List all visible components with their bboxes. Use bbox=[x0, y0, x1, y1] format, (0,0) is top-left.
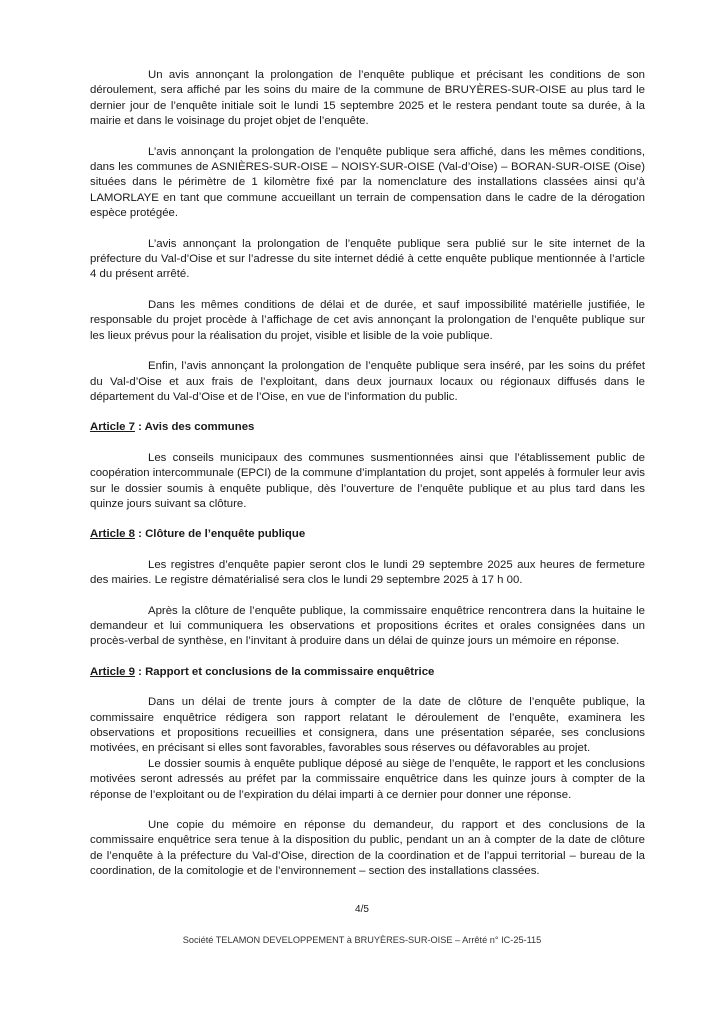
article-7-paragraph: Les conseils municipaux des communes susmentionnées ainsi que l’établissement public de coopération intercommunale (EPCI) de la commune d’implantation du projet, sont appelés à formuler leur avis sur le dossier soumis à enquête publique, dès l’ouverture de l’enquête publique et au plus tard dans les quinze jours suivant sa clôture. bbox=[90, 451, 645, 510]
article-8-paragraph-2: Après la clôture de l’enquête publique, la commissaire enquêtrice rencontrera dans la huitaine le demandeur et lui communiquera les observations et propositions écrites et orales consignées dans un procès-verbal de synthèse, en l’invitant à produire dans un délai de quinze jours un mémoire en réponse. bbox=[90, 604, 645, 648]
article-9-paragraph-1: Dans un délai de trente jours à compter de la date de clôture de l’enquête publique, la commissaire enquêtrice rédigera son rapport relatant le déroulement de l’enquête, examinera les observations et propositions recueillies et consignera, dans une présentation séparée, ses conclusions motivées, en précisant si elles sont favorables, favorables sous réserves ou défavorables au projet. bbox=[90, 696, 645, 755]
article-7-label: Article 7 bbox=[90, 421, 135, 434]
article-7-heading bbox=[90, 420, 645, 435]
paragraph-avis-affichage: Un avis annonçant la prolongation de l’enquête publique et précisant les conditions de son déroulement, sera affiché par les soins du maire de la commune de BRUYÈRES-SUR-OISE au plus tard le dernier jour de l’enquête initiale soit le lundi 15 septembre 2025 et le restera pendant toute sa durée, à la mairie et dans le voisinage du projet objet de l’enquête. bbox=[90, 69, 645, 128]
page-footer: Société TELAMON DEVELOPPEMENT à BRUYÈRES-SUR-OISE – Arrêté n° IC-25-115 bbox=[182, 935, 542, 945]
article-9-title: : Rapport et conclusions de la commissaire enquêtrice bbox=[134, 665, 435, 678]
article-8-heading bbox=[90, 527, 645, 542]
article-8-paragraph-1: Les registres d’enquête papier seront clos le lundi 29 septembre 2025 aux heures de fermeture des mairies. Le registre dématérialisé sera clos le lundi 29 septembre 2025 à 17 h 00. bbox=[90, 558, 645, 587]
paragraph-avis-journaux: Enfin, l’avis annonçant la prolongation de l’enquête publique sera inséré, par les soins du préfet du Val-d’Oise et aux frais de l’exploitant, dans deux journaux locaux ou régionaux diffusés dans le département du Val-d’Oise et de l’Oise, en vue de l’information du public. bbox=[90, 360, 645, 403]
paragraph-avis-internet: L’avis annonçant la prolongation de l’enquête publique sera publié sur le site internet de la préfecture du Val-d’Oise et sur l’adresse du site internet dédié à cette enquête publique mentionnée à l’article 4 du présent arrêté. bbox=[90, 237, 645, 281]
paragraph-avis-lieux: Dans les mêmes conditions de délai et de durée, et sauf impossibilité matérielle justifiée, le responsable du projet procède à l’affichage de cet avis annonçant la prolongation de l’enquête publique sur les lieux prévus pour la réalisation du projet, visible et lisible de la voie publique. bbox=[90, 298, 645, 342]
article-9-label: Article 9 bbox=[90, 665, 135, 678]
page-number: 4/5 bbox=[355, 904, 369, 915]
article-9-paragraph-3: Une copie du mémoire en réponse du demandeur, du rapport et des conclusions de la commissaire enquêtrice sera tenue à la disposition du public, pendant un an à compter de la date de clôture de l’enquête à la préfecture du Val-d’Oise, direction de la coordination et de l’appui territorial – bureau de la coordination, de la comitologie et de l’environnement – section des installations classées. bbox=[90, 819, 645, 878]
article-8-title: : Clôture de l’enquête publique bbox=[134, 528, 306, 541]
article-8-label: Article 8 bbox=[90, 528, 135, 541]
article-7-title: : Avis des communes bbox=[134, 421, 255, 434]
paragraph-avis-communes: L’avis annonçant la prolongation de l’enquête publique sera affiché, dans les mêmes conditions, dans les communes de ASNIÈRES-SUR-OISE – NOISY-SUR-OISE (Val-d’Oise) – BORAN-SUR-OISE (Oise) situées dans le périmètre de 1 kilomètre fixé par la nomenclature des installations classées ainsi qu’à LAMORLAYE en tant que commune accueillant un terrain de compensation dans le cadre de la dérogation espèce protégée. bbox=[90, 145, 645, 220]
article-9-heading bbox=[90, 665, 645, 680]
article-9-paragraph-2: Le dossier soumis à enquête publique déposé au siège de l’enquête, le rapport et les conclusions motivées seront adressés au préfet par la commissaire enquêtrice dans les quinze jours à compter de la réponse de l’exploitant ou de l’expiration du délai imparti à ce dernier pour donner une réponse. bbox=[90, 757, 645, 801]
